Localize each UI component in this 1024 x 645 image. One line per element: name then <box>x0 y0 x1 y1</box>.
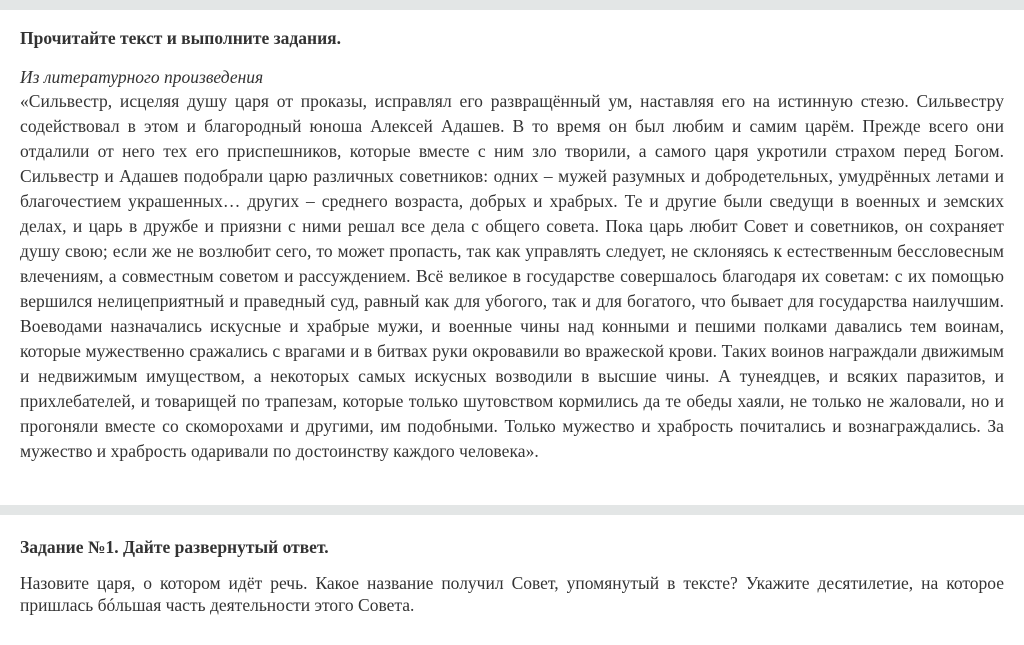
task-heading: Задание №1. Дайте развернутый ответ. <box>20 537 329 557</box>
source-label: Из литературного произведения <box>20 67 264 87</box>
block-separator <box>0 505 1024 515</box>
source-text: «Сильвестр, исцеляя душу царя от проказы, исправлял его развращённый ум, наставляя его на истинную стезю. Сильвестру содействовал в этом и благородный юноша Алексей Адашев. В то время он был любим и самим царём. Прежде всего они отдалили от него тех его приспешников, которые вместе с ним зло творили, а самого царя укротили страхом перед Богом. Сильвестр и Адашев подобрали царю различных советников: одних – мужей разумных и добродетельных, умудрённых летами и благочестием украшенных… других – среднего возраста, добрых и храбрых. Те и другие были сведущи в военных и земских делах, и царь в дружбе и приязни с ними решал все дела с общего совета. Пока царь любит Совет и советников, он сохраняет душу свою; если же не возлюбит сего, то может пропасть, так как управлять следует, не склоняясь к естественным бессловесным влечениям, а совместным советом и рассуждением. Всё великое в государстве совершалось благодаря их советам: с их помощью вершился нелицеприятный и праведный суд, равный как для убогого, так и для богатого, что бывает для государства наилучшим. Воеводами назначались искусные и храбрые мужи, и военные чины над конными и пешими полками давались тем воинам, которые мужественно сражались с врагами и в битвах руки окровавили во вражеской крови. Таких воинов награждали движимым и недвижимым имуществом, а некоторых самых искусных возводили в высшие чины. А тунеядцев, и всяких паразитов, и прихлебателей, и товарищей по трапезам, которые только шутовством кормились да те обеды хаяли, не только не жаловали, но и прогоняли вместе со скоморохами и другими, им подобными. Только мужество и храбрость почитались и вознаграждались. За мужество и храбрость одаривали по достоинству каждого человека». <box>20 91 1004 461</box>
task-block <box>0 515 1024 645</box>
top-separator <box>0 0 1024 10</box>
reading-block <box>0 10 1024 505</box>
reading-heading: Прочитайте текст и выполните задания. <box>20 28 342 48</box>
task-question: Назовите царя, о котором идёт речь. Какое название получил Совет, упомянутый в тексте? Укажите десятилетие, на которое пришлась бóльшая часть деятельности этого Совета. <box>20 573 1004 615</box>
